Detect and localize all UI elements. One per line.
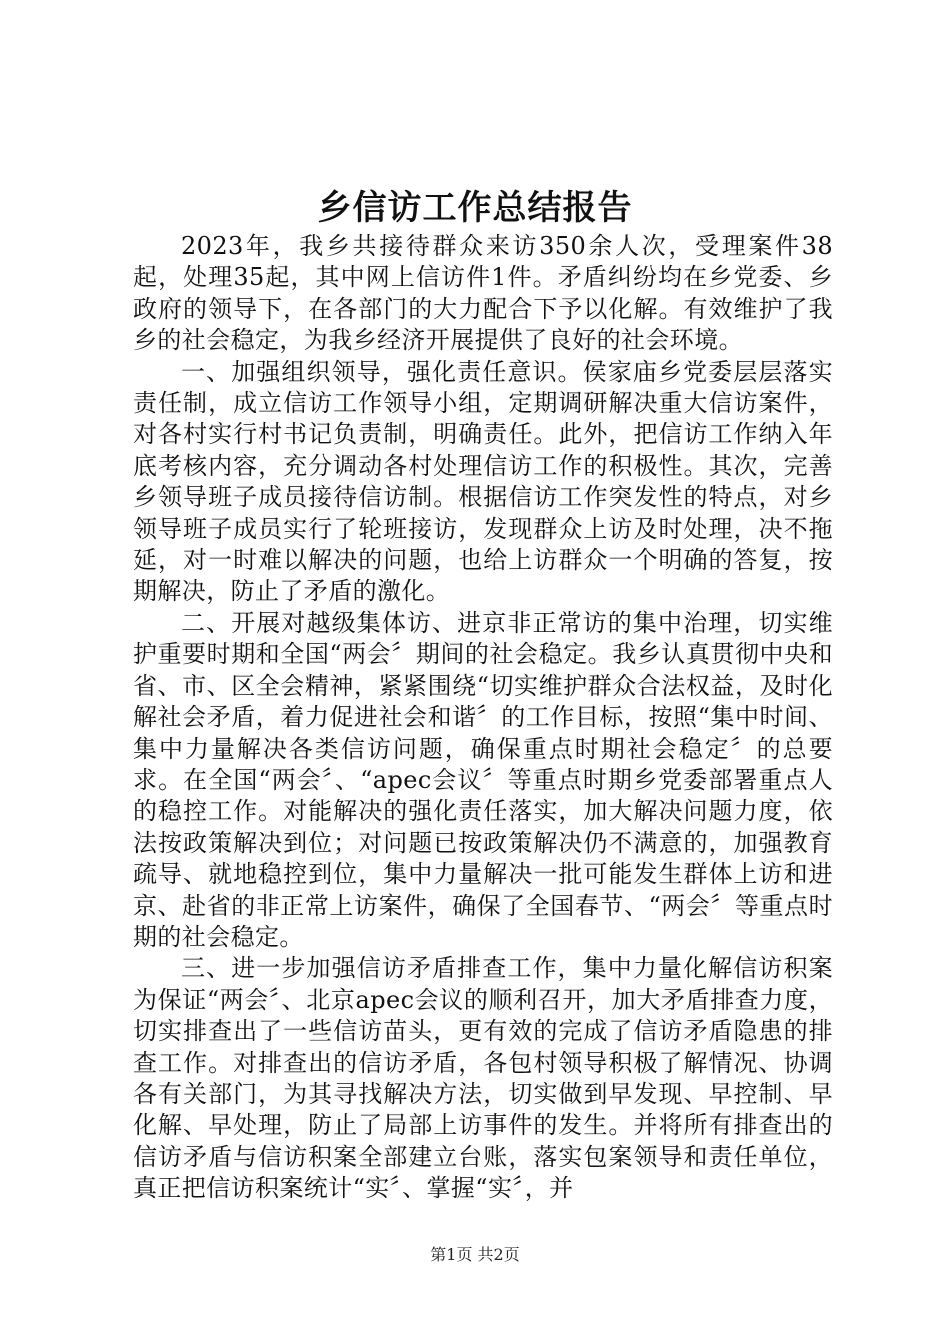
- page-number-footer: 第1页 共2页: [430, 1245, 520, 1264]
- intro-paragraph: 2023年，我乡共接待群众来访350余人次，受理案件38起，处理35起，其中网上信访件1件。矛盾纠纷均在乡党委、乡政府的领导下，在各部门的大力配合下予以化解。有效维护了我乡的社会稳定，为我乡经济开展提供了良好的社会环境。: [133, 232, 833, 355]
- page-title: 乡信访工作总结报告: [317, 188, 633, 228]
- document-body: [133, 231, 833, 1205]
- section-2-paragraph: 二、开展对越级集体访、进京非正常访的集中治理，切实维护重要时期和全国“两会〞期间的社会稳定。我乡认真贯彻中央和省、市、区全会精神，紧紧围绕“切实维护群众合法权益，及时化解社会矛盾，着力促进社会和谐〞的工作目标，按照“集中时间、集中力量解决各类信访问题，确保重点时期社会稳定〞的总要求。在全国“两会〞、“apec会议〞等重点时期乡党委部署重点人的稳控工作。对能解决的强化责任落实，加大解决问题力度，依法按政策解决到位；对问题已按政策解决仍不满意的，加强教育疏导、就地稳控到位，集中力量解决一批可能发生群体上访和进京、赴省的非正常上访案件，确保了全国春节、“两会〞等重点时期的社会稳定。: [133, 608, 833, 951]
- section-1-paragraph: 一、加强组织领导，强化责任意识。侯家庙乡党委层层落实责任制，成立信访工作领导小组，定期调研解决重大信访案件，对各村实行村书记负责制，明确责任。此外，把信访工作纳入年底考核内容，充分调动各村处理信访工作的积极性。其次，完善乡领导班子成员接待信访制。根据信访工作突发性的特点，对乡领导班子成员实行了轮班接访，发现群众上访及时处理，决不拖延，对一时难以解决的问题，也给上访群众一个明确的答复，按期解决，防止了矛盾的激化。: [133, 357, 833, 606]
- section-3-paragraph: 三、进一步加强信访矛盾排查工作，集中力量化解信访积案为保证“两会〞、北京apec会议的顺利召开，加大矛盾排查力度，切实排查出了一些信访苗头，更有效的完成了信访矛盾隐患的排查工作。对排查出的信访矛盾，各包村领导积极了解情况、协调各有关部门，为其寻找解决方法，切实做到早发现、早控制、早化解、早处理，防止了局部上访事件的发生。并将所有排查出的信访矛盾与信访积案全部建立台账，落实包案领导和责任单位，真正把信访积案统计“实〞、掌握“实〞，并: [133, 954, 833, 1203]
